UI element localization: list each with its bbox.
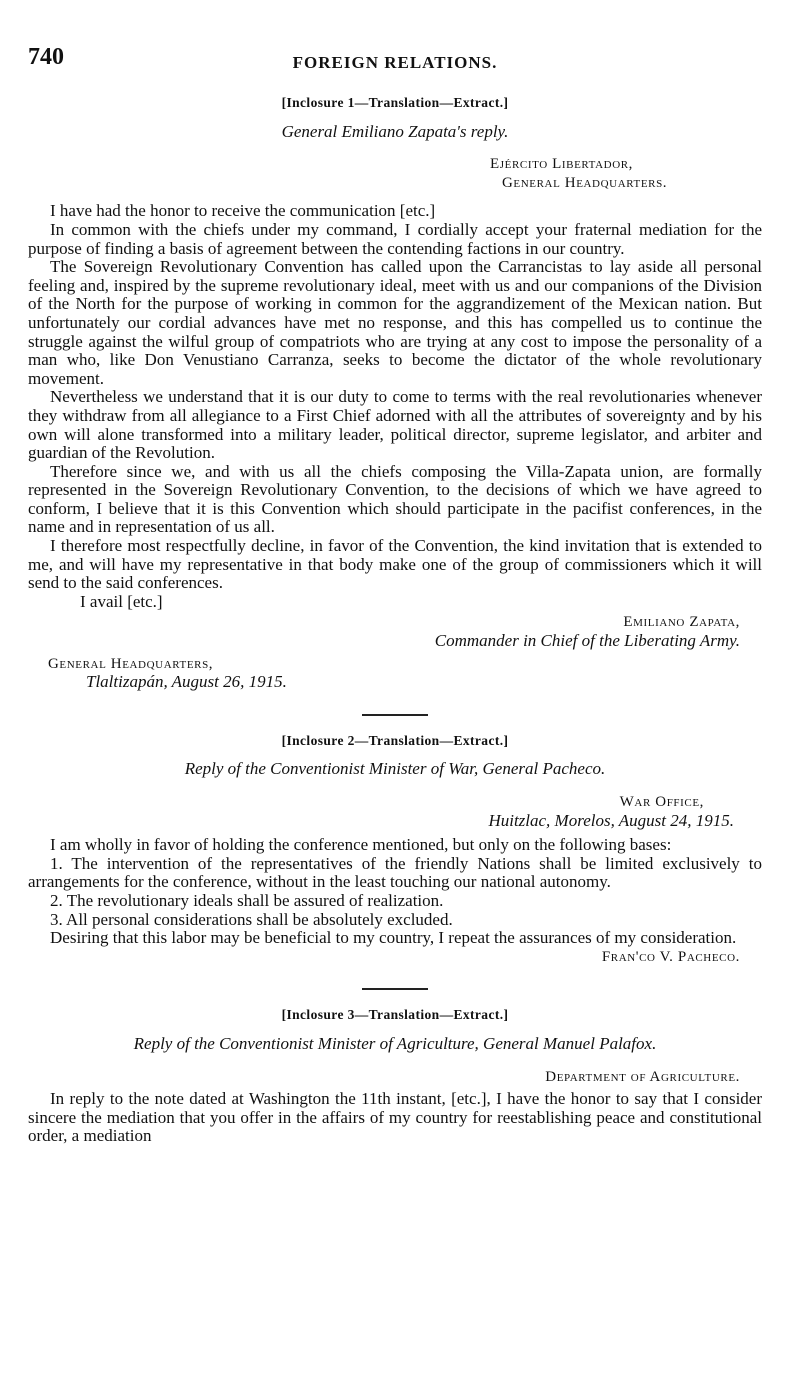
inclosure-3-label: [Inclosure 3—Translation—Extract.] — [281, 1007, 509, 1023]
list-item: 2. The revolutionary ideals shall be assured of realization. — [50, 890, 444, 910]
location-line-1: Ejército Libertador, — [490, 156, 634, 173]
paragraph: I am wholly in favor of holding the conference mentioned, but only on the following bases: — [50, 835, 672, 855]
hq-line-1: General Headquarters, — [48, 655, 214, 672]
paragraph: In reply to the note dated at Washington the 11th instant, [etc.], I have the honor to say that I consider sincere the mediation that you offer in the affairs of my country for reestablishing peace and constitutional order, a mediation — [28, 1089, 762, 1146]
closing-line: I avail [etc.] — [80, 591, 163, 611]
inclosure-1-label: [Inclosure 1—Translation—Extract.] — [281, 95, 509, 110]
location-line-2: General Headquarters. — [502, 174, 668, 191]
inclosure-1-title: General Emiliano Zapata's reply. — [281, 121, 509, 141]
department-line: Department of Agriculture. — [545, 1068, 740, 1085]
place-line-1: War Office, — [619, 794, 704, 810]
inclosure-1-location — [28, 155, 762, 192]
running-head: FOREIGN RELATIONS. — [292, 53, 498, 72]
inclosure-2-body — [28, 836, 762, 948]
page-number: 740 — [28, 44, 64, 70]
paragraph: The Sovereign Revolutionary Convention has called upon the Carrancistas to lay aside all personal feeling and, inspired by the supreme revolutionary ideal, meet with us and our companions of the Division of the North for the purpose of working in common for the aggrandizement of the Mexican nation. But unfortunately our cordial advances have met no response, and this has compelled us to continue the struggle against the wilful group of compatriots who are trying at any cost to impose the personality of a man who, like Don Venustiano Carranza, seeks to become the dictator of the whole revolutionary movement. — [28, 257, 762, 388]
page-header — [28, 44, 762, 78]
paragraph: Therefore since we, and with us all the chiefs composing the Villa-Zapata union, are formally represented in the Sovereign Revolutionary Convention, to the decisions of which we have agreed to conform, I believe that it is this Convention which should participate in the pacifist conferences, in the name and in representation of us all. — [28, 461, 762, 537]
inclosure-1-body — [28, 202, 762, 611]
section-divider — [362, 714, 428, 716]
paragraph: Desiring that this labor may be beneficial to my country, I repeat the assurances of my consideration. — [50, 928, 737, 948]
place-line-2: Huitzlac, Morelos, August 24, 1915. — [488, 810, 734, 830]
inclosure-3-title: Reply of the Conventionist Minister of Agriculture, General Manuel Palafox. — [133, 1033, 657, 1053]
paragraph: In common with the chiefs under my command, I cordially accept your fraternal mediation for the purpose of finding a basis of agreement between the contending factions in our country. — [28, 219, 762, 258]
signature-name: Fran'co V. Pacheco. — [601, 948, 740, 965]
section-divider — [362, 988, 428, 990]
paragraph: I therefore most respectfully decline, in favor of the Convention, the kind invitation that is extended to me, and will have my representative in that body make one of the group of commissioners which it will send to the said conferences. — [28, 536, 762, 593]
hq-line-2: Tlaltizapán, August 26, 1915. — [86, 672, 287, 692]
paragraph: Nevertheless we understand that it is our duty to come to terms with the real revolutionaries whenever they withdraw from all allegiance to a First Chief adorned with all the attributes of sovereignty and by his own will alone transformed into a military leader, political director, supreme legislator, and arbiter and guardian of the Revolution. — [28, 387, 762, 463]
inclosure-2-title: Reply of the Conventionist Minister of War, General Pacheco. — [184, 759, 606, 779]
signature-title: Commander in Chief of the Liberating Army. — [434, 631, 740, 651]
signature-name: Emiliano Zapata, — [623, 614, 740, 631]
list-item: 3. All personal considerations shall be absolutely excluded. — [50, 909, 453, 929]
list-item: 1. The intervention of the representatives of the friendly Nations shall be limited exclusively to arrangements for the conference, without in the least touching our national autonomy. — [28, 853, 762, 892]
paragraph: I have had the honor to receive the communication [etc.] — [50, 201, 436, 221]
inclosure-2-label: [Inclosure 2—Translation—Extract.] — [281, 732, 509, 748]
